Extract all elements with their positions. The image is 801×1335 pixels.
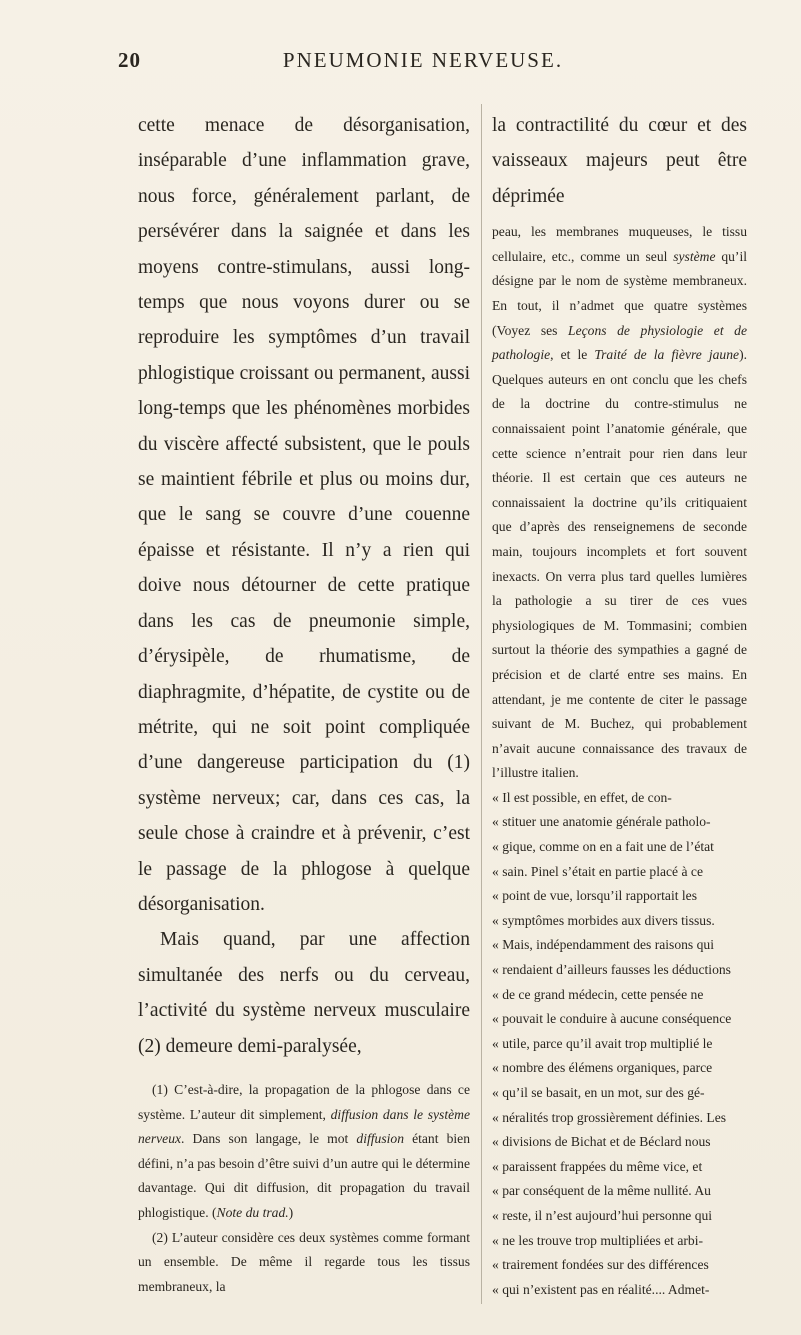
running-head: [118, 48, 728, 78]
quote-line: « utile, parce qu’il avait trop multiplié le: [492, 1035, 713, 1051]
quote-line: « pouvait le conduire à aucune conséquence: [492, 1011, 732, 1027]
quote-line: « qu’il se basait, en un mot, sur des gé-: [492, 1085, 705, 1100]
quote-line: « Il est possible, en effet, de con-: [492, 789, 672, 805]
page-number: 20: [118, 48, 141, 72]
quotation: [492, 786, 747, 1302]
footnote-2: (2) L’auteur considère ces deux systèmes comme formant un ensemble. De même il regarde tous les tissus membraneux, la: [138, 1229, 470, 1294]
quote-line: « néralités trop grossièrement définies. Les: [492, 1109, 727, 1125]
quote-line: « ne les trouve trop multipliées et arbi-: [492, 1232, 704, 1248]
quote-line: « rendaient d’ailleurs fausses les déductions: [492, 962, 731, 978]
running-title: PNEUMONIE NERVEUSE.: [282, 48, 564, 72]
body-paragraph-2: Mais quand, par une affection simultanée des nerfs ou du cerveau, l’activité du système nerveux musculaire (2) demeure demi-paralysée,: [138, 929, 470, 1057]
footnotes: [138, 1078, 470, 1299]
right-body-lead: la contractilité du cœur et des vaisseaux majeurs peut être déprimée: [492, 115, 747, 207]
quote-line: « nombre des élémens organiques, parce: [492, 1060, 713, 1076]
footnote-1: (1) C’est-à-dire, la propagation de la phlogose dans ce système. L’auteur dit simplement, diffusion dans le système nerveux. Dans son langage, le mot diffusion étant bien défini, n’a pas besoin d’être suivi d’un autre qui le détermine davantage. Qui dit diffusion, dit propagation du travail phlogistique. (Note du trad.): [138, 1081, 471, 1220]
quote-line: « Mais, indépendamment des raisons qui: [492, 937, 714, 953]
left-column: [138, 108, 470, 1299]
quote-line: « trairement fondées sur des différences: [492, 1257, 709, 1273]
column-divider: [481, 104, 482, 1304]
quote-line: « stituer une anatomie générale patholo-: [492, 814, 711, 830]
quote-line: « paraissent frappées du même vice, et: [492, 1158, 703, 1174]
quote-line: « divisions de Bichat et de Béclard nous: [492, 1134, 711, 1150]
quote-line: « sain. Pinel s’était en partie placé à ce: [492, 863, 703, 879]
quote-line: « reste, il n’est aujourd’hui personne qui: [492, 1207, 713, 1223]
quote-line: « de ce grand médecin, cette pensée ne: [492, 986, 704, 1002]
footnote-continuation: [492, 220, 747, 1302]
quote-line: « par conséquent de la même nullité. Au: [492, 1183, 711, 1199]
footnote-2-continued: peau, les membranes muqueuses, le tissu cellulaire, etc., comme un seul système qu’il désigne par le nom de système membraneux. En tout, il n’admet que quatre systèmes (Voyez ses Leçons de physiologie et de pathologie, et le Traité de la fièvre jaune). Quelques auteurs en ont conclu que les chefs de la doctrine du contre-stimulus ne connaissaient point l’anatomie générale, que cette science n’entrait pour rien dans leur théorie. Il est certain que ces auteurs ne connaissaient la doctrine qu’ils critiquaient que d’après des renseignemens de seconde main, toujours incomplets et fort souvent inexacts. On verra plus tard quelles lumières la pathologie a su tirer de ces vues physiologiques de M. Tommasini; combien surtout la théorie des sympathies a gagné de précision et de clarté entre ses mains. En attendant, je me contente de citer le passage suivant de M. Buchez, qui probablement n’avait aucune connaissance des travaux de l’illustre italien.: [492, 224, 747, 781]
right-column: [492, 108, 747, 1302]
body-paragraph-1: cette menace de désorganisation, inséparable d’une inflammation grave, nous force, généralement parlant, de persévérer dans la saignée et dans les moyens contre-stimulans, aussi long-temps que nous voyons durer ou se reproduire les symptômes d’un travail phlogistique croissant ou permanent, aussi long-temps que les phénomènes morbides du viscère affecté subsistent, que le pouls se maintient fébrile et plus ou moins dur, que le sang se couvre d’une couenne épaisse et résistante. Il n’y a rien qui doive nous détourner de cette pratique dans les cas de pneumonie simple, d’érysipèle, de rhumatisme, de diaphragmite, d’hépatite, de cystite ou de métrite, qui ne soit point compliquée d’une dangereuse participation du (1) système nerveux; car, dans ces cas, la seule chose à craindre et à prévenir, c’est le passage de la phlogose à quelque désorganisation.: [138, 115, 470, 915]
quote-line: « symptômes morbides aux divers tissus.: [492, 912, 715, 928]
quote-line: « point de vue, lorsqu’il rapportait les: [492, 888, 697, 904]
quote-line: « qui n’existent pas en réalité.... Admet-: [492, 1281, 710, 1297]
quote-line: « gique, comme on en a fait une de l’état: [492, 839, 714, 855]
